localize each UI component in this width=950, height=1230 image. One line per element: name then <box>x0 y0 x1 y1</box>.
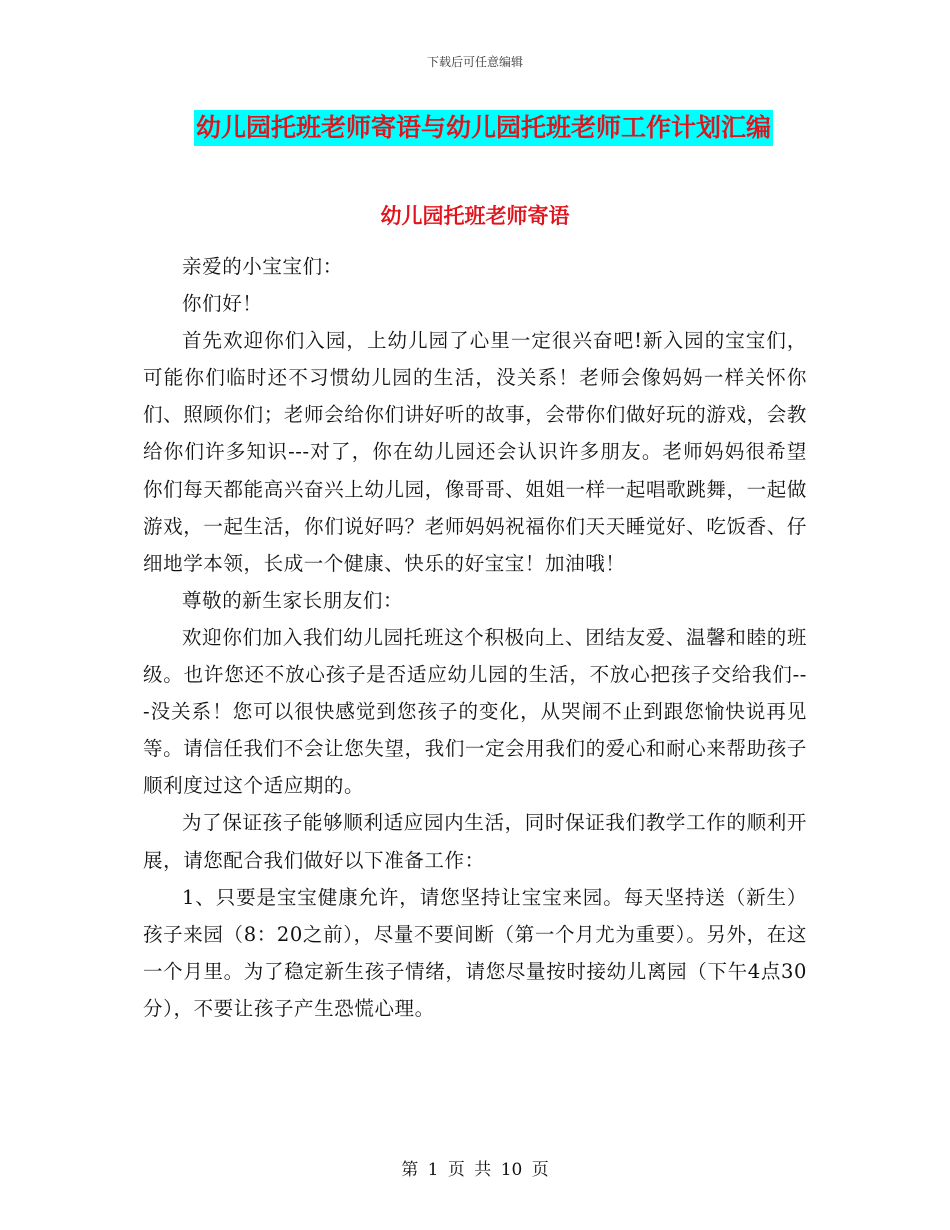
document-title: 幼儿园托班老师寄语与幼儿园托班老师工作计划汇编 <box>194 110 773 146</box>
paragraph-welcome-children: 首先欢迎你们入园，上幼儿园了心里一定很兴奋吧!新入园的宝宝们，可能你们临时还不习惯幼儿园的生活，没关系！老师会像妈妈一样关怀你们、照顾你们；老师会给你们讲好听的故事，会带你们做好玩的游戏，会教给你们许多知识---对了，你在幼儿园还会认识许多朋友。老师妈妈很希望你们每天都能高兴奋兴上幼儿园，像哥哥、姐姐一样一起唱歌跳舞，一起做游戏，一起生活，你们说好吗？老师妈妈祝福你们天天睡觉好、吃饭香、仔细地学本领，长成一个健康、快乐的好宝宝！加油哦！ <box>143 329 807 575</box>
header-note: 下载后可任意编辑 <box>426 55 523 69</box>
greeting-children: 亲爱的小宝宝们： <box>182 255 343 278</box>
paragraph-preparation-intro: 为了保证孩子能够顺利适应园内生活，同时保证我们教学工作的顺利开展，请您配合我们做好以下准备工作： <box>143 811 807 872</box>
paragraph-item-1: 1、只要是宝宝健康允许，请您坚持让宝宝来园。每天坚持送（新生）孩子来园（8：20之前），尽量不要间断（第一个月尤为重要）。另外，在这一个月里。为了稳定新生孩子情绪，请您尽量按时接幼儿离园（下午4点30分），不要让孩子产生恐慌心理。 <box>143 885 807 1020</box>
body-text <box>143 248 807 1027</box>
greeting-parents: 尊敬的新生家长朋友们： <box>182 588 404 612</box>
page-number-footer: 第 1 页 共 10 页 <box>401 1160 549 1180</box>
greeting-hello: 你们好！ <box>182 292 263 316</box>
section-title: 幼儿园托班老师寄语 <box>380 204 570 228</box>
paragraph-welcome-parents: 欢迎你们加入我们幼儿园托班这个积极向上、团结友爱、温馨和睦的班级。也许您还不放心孩子是否适应幼儿园的生活，不放心把孩子交给我们---没关系！您可以很快感觉到您孩子的变化，从哭闹不止到跟您愉快说再见等。请信任我们不会让您失望，我们一定会用我们的爱心和耐心来帮助孩子顺利度过这个适应期的。 <box>143 625 807 798</box>
